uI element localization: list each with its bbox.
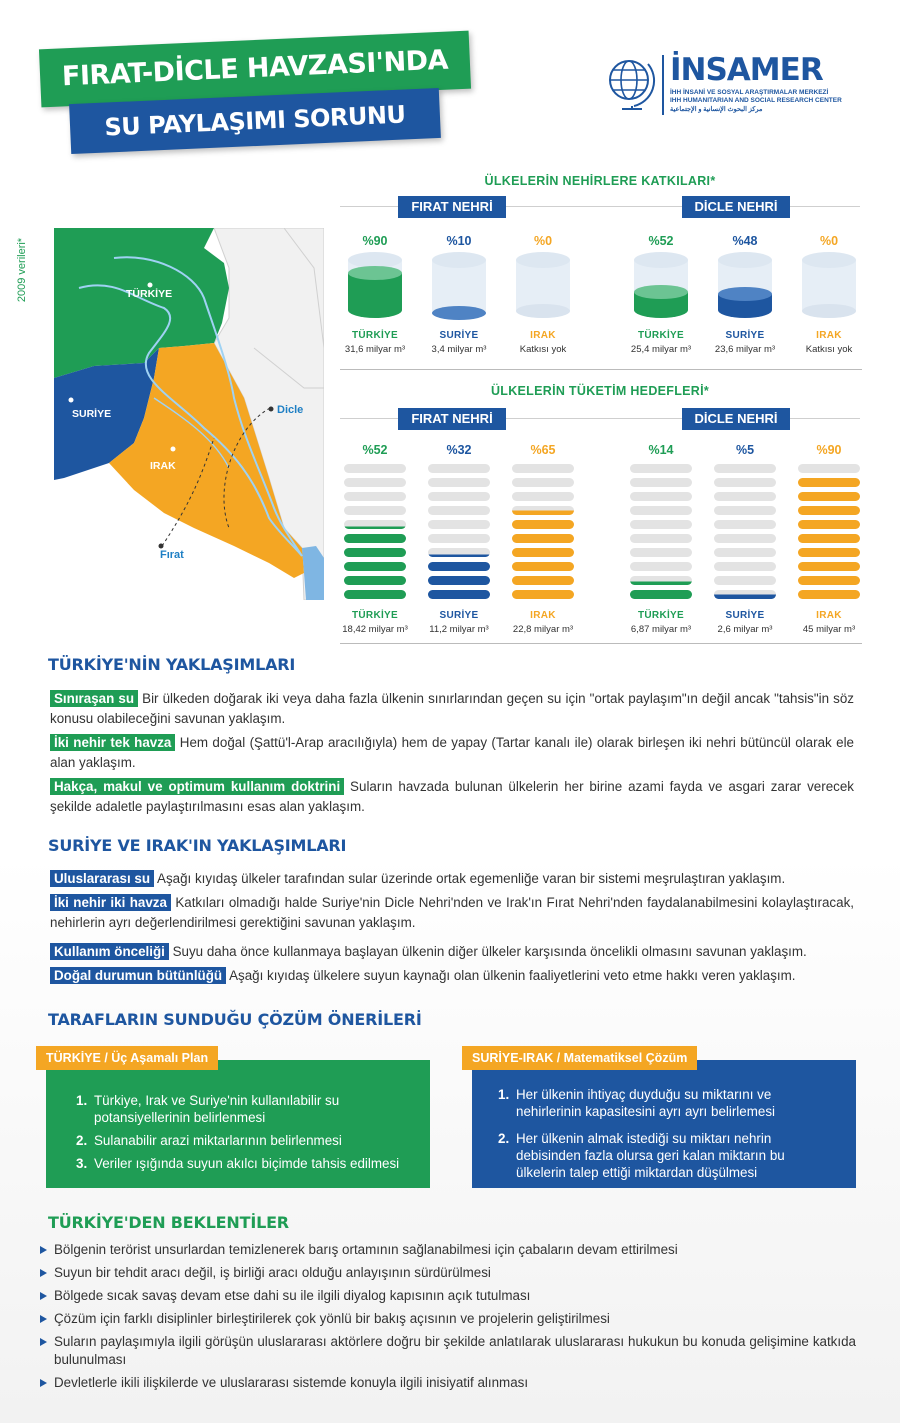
map-label-iraq: IRAK	[150, 460, 176, 472]
turkey-solution-label: TÜRKİYE / Üç Aşamalı Plan	[36, 1046, 218, 1070]
cylinder-fill-top	[802, 304, 856, 318]
title-line-1: FIRAT-DİCLE HAVZASI'NDA	[39, 31, 471, 108]
stack-bar	[512, 548, 574, 557]
country-label: TÜRKİYE	[352, 610, 398, 621]
syria-iraq-approach-1	[50, 869, 854, 889]
logo-subtitle-tr: İHH İNSANİ VE SOSYAL ARAŞTIRMALAR MERKEZİ	[670, 89, 829, 96]
term: Doğal durumun bütünlüğü	[50, 967, 226, 984]
stack-bar	[344, 506, 406, 515]
cylinder-fill-top	[432, 306, 486, 320]
stack-bar	[714, 576, 776, 585]
country-label: TÜRKİYE	[638, 610, 684, 621]
stack-bar	[428, 464, 490, 473]
stack-bar	[798, 562, 860, 571]
stack-bar	[512, 464, 574, 473]
stack-bar	[428, 590, 490, 599]
item-number: 3.	[76, 1156, 88, 1171]
stack-bar	[714, 478, 776, 487]
item-text: Suların paylaşımıyla ilgili görüşün uluslararası aktörlere doğru bir şekilde anlatılarak uluslararası hukukun bu konuda gelişimine katkıda bulunulması	[54, 1334, 856, 1367]
desc: Bir ülkeden doğarak iki veya daha fazla ülkenin sınırlarından geçen su için "ortak paylaşım"ın değil ancak "tahsis"in söz konusu olabileceğini savunan yaklaşım.	[50, 691, 854, 726]
country-label: IRAK	[816, 610, 842, 621]
stack-bar	[344, 534, 406, 543]
country-label: IRAK	[530, 610, 556, 621]
term: Sınıraşan su	[50, 690, 138, 707]
stack-bar	[428, 520, 490, 529]
item-text: Her ülkenin ihtiyaç duyduğu su miktarını ve nehirlerinin kapasitesini ayrı ayrı belirlemesi	[516, 1087, 775, 1119]
stack-bar	[512, 492, 574, 501]
list-item	[40, 1333, 856, 1369]
stack-bar	[714, 590, 776, 599]
item-number: 1.	[498, 1087, 510, 1102]
country-label: SURİYE	[725, 330, 765, 341]
arrow-right-icon	[40, 1338, 47, 1346]
stack-bar	[798, 520, 860, 529]
item-number: 2.	[76, 1133, 88, 1148]
contrib-tag-firat: FIRAT NEHRİ	[398, 196, 506, 218]
consum-tag-firat: FIRAT NEHRİ	[398, 408, 506, 430]
map-year-note: 2009 verileri*	[16, 237, 28, 303]
stack-bar	[630, 506, 692, 515]
list-item	[76, 1155, 404, 1172]
consumption-stack	[714, 464, 776, 604]
consumption-stack	[344, 464, 406, 604]
desc: Aşağı kıyıdaş ülkelere suyun kaynağı olan ülkenin faaliyetlerini veto etme hakkı veren yaklaşım.	[226, 968, 796, 983]
arrow-right-icon	[40, 1269, 47, 1277]
pct-label: %14	[648, 443, 674, 457]
country-label: SURİYE	[725, 610, 765, 621]
consumption-stack	[428, 464, 490, 604]
title-line-2: SU PAYLAŞIMI SORUNU	[69, 88, 441, 154]
logo-subtitle-en: IHH HUMANITARIAN AND SOCIAL RESEARCH CENTER	[670, 97, 842, 104]
stack-bar	[798, 464, 860, 473]
pct-label: %52	[648, 234, 674, 248]
consumption-heading: ÜLKELERİN TÜKETİM HEDEFLERİ*	[490, 384, 710, 398]
country-label: SURİYE	[439, 610, 479, 621]
desc: Suyu daha önce kullanmaya başlayan ülkenin diğer ülkeler karşısında öncelikli olmasını savunan yaklaşım.	[168, 944, 807, 959]
item-text: Devletlerle ikili ilişkilerde ve uluslararası sistemde konuyla ilgili inisiyatif alınması	[54, 1375, 529, 1390]
term: İki nehir iki havza	[50, 894, 171, 911]
arrow-right-icon	[40, 1315, 47, 1323]
list-item	[40, 1310, 856, 1328]
country-label: IRAK	[530, 330, 556, 341]
country-label: TÜRKİYE	[638, 330, 684, 341]
amount-label: 2,6 milyar m³	[717, 624, 773, 635]
stack-bar	[630, 492, 692, 501]
water-cylinder	[718, 252, 772, 318]
turkey-approach-2	[50, 733, 854, 773]
turkey-solution-list	[76, 1092, 404, 1172]
pct-label: %65	[530, 443, 556, 457]
syria-iraq-approach-heading: SURİYE VE IRAK'IN YAKLAŞIMLARI	[48, 836, 347, 855]
stack-bar	[512, 534, 574, 543]
stack-bar	[428, 478, 490, 487]
water-cylinder	[516, 252, 570, 318]
map-label-dicle: Dicle	[277, 404, 304, 416]
stack-bar	[798, 534, 860, 543]
map-label-syria: SURİYE	[72, 408, 112, 420]
water-cylinder	[348, 252, 402, 318]
stack-bar	[428, 548, 490, 557]
list-item	[40, 1264, 856, 1282]
syria-iraq-approach-4	[50, 966, 854, 986]
cylinder-top	[516, 252, 570, 268]
amount-label: 18,42 milyar m³	[342, 624, 408, 635]
consumption-stack	[798, 464, 860, 604]
map-year-note-wrap	[14, 228, 30, 318]
country-label: IRAK	[816, 330, 842, 341]
stack-bar	[630, 464, 692, 473]
stack-bar	[714, 548, 776, 557]
item-text: Her ülkenin almak istediği su miktarı nehrin debisinden fazla olursa geri kalan miktarın bu ülkelerin talep ettiği miktardan düşülmesi	[516, 1131, 785, 1180]
amount-label: 31,6 milyar m³	[344, 344, 406, 355]
stack-bar	[344, 548, 406, 557]
pct-label: %90	[816, 443, 842, 457]
stack-bar	[714, 562, 776, 571]
list-item	[76, 1132, 404, 1149]
stack-bar	[630, 478, 692, 487]
stack-bar	[428, 506, 490, 515]
stack-bar	[344, 590, 406, 599]
item-text: Bölgede sıcak savaş devam etse dahi su ile ilgili diyalog kapısının açık tutulması	[54, 1288, 531, 1303]
stack-bar	[630, 548, 692, 557]
map-label-firat: Fırat	[160, 549, 184, 561]
cylinder-top	[718, 252, 772, 268]
stack-bar	[428, 492, 490, 501]
water-cylinder	[634, 252, 688, 318]
stack-bar	[344, 576, 406, 585]
desc: Suların havzada bulunan ülkelerin her birine azami fayda ve asgari zarar verecek şekilde adaletle paylaştırılmasını esas alan yaklaşım.	[50, 779, 854, 814]
cylinder-top	[802, 252, 856, 268]
cylinder-fill-top	[516, 304, 570, 318]
cylinder-fill-top	[348, 266, 402, 280]
arrow-right-icon	[40, 1379, 47, 1387]
amount-label: Katkısı yok	[805, 344, 853, 355]
syria-iraq-solution-list	[498, 1086, 830, 1181]
stack-bar	[428, 562, 490, 571]
amount-label: 45 milyar m³	[802, 624, 856, 635]
stack-bar	[798, 492, 860, 501]
logo-divider	[662, 55, 664, 115]
syria-iraq-approach-3	[50, 942, 854, 962]
term: Uluslararası su	[50, 870, 154, 887]
stack-bar	[798, 576, 860, 585]
cylinder-fill-top	[634, 285, 688, 299]
item-number: 2.	[498, 1131, 510, 1146]
stack-bar	[630, 590, 692, 599]
stack-bar	[714, 534, 776, 543]
stack-bar	[714, 464, 776, 473]
item-text: Suyun bir tehdit aracı değil, iş birliği aracı olduğu anlayışının sürdürülmesi	[54, 1265, 491, 1280]
item-text: Veriler ışığında suyun akılcı biçimde tahsis edilmesi	[94, 1156, 400, 1171]
pct-label: %0	[819, 234, 839, 248]
water-cylinder	[432, 252, 486, 318]
amount-label: 25,4 milyar m³	[630, 344, 692, 355]
country-label: TÜRKİYE	[352, 330, 398, 341]
amount-label: 11,2 milyar m³	[429, 624, 489, 635]
stack-bar	[344, 562, 406, 571]
item-text: Sulanabilir arazi miktarlarının belirlenmesi	[94, 1133, 342, 1148]
stack-bar	[344, 520, 406, 529]
stack-bar	[714, 492, 776, 501]
stack-bar	[344, 464, 406, 473]
stack-bar	[512, 520, 574, 529]
list-item	[40, 1287, 856, 1305]
stack-bar	[630, 534, 692, 543]
stack-bar	[512, 562, 574, 571]
item-text: Bölgenin terörist unsurlardan temizlenerek barış ortamının sağlanabilmesi için çabaların devam ettirilmesi	[54, 1242, 678, 1257]
stack-bar	[630, 520, 692, 529]
list-item	[40, 1374, 856, 1392]
syria-iraq-solution-label: SURİYE-IRAK / Matematiksel Çözüm	[462, 1046, 697, 1070]
stack-bar	[512, 478, 574, 487]
pct-label: %5	[735, 443, 755, 457]
item-text: Türkiye, Irak ve Suriye'nin kullanılabilir su potansiyellerinin belirlenmesi	[94, 1093, 340, 1125]
amount-label: 6,87 milyar m³	[630, 624, 692, 635]
list-item	[40, 1241, 856, 1259]
expectations-list	[40, 1241, 856, 1397]
stack-bar	[714, 506, 776, 515]
turkey-approach-1	[50, 689, 854, 729]
contrib-tag-dicle: DİCLE NEHRİ	[682, 196, 790, 218]
consumption-stack	[512, 464, 574, 604]
stack-bar	[428, 576, 490, 585]
solutions-heading: TARAFLARIN SUNDUĞU ÇÖZÜM ÖNERİLERİ	[48, 1010, 422, 1029]
stack-bar	[512, 576, 574, 585]
term: Kullanım önceliği	[50, 943, 169, 960]
consum-tag-dicle: DİCLE NEHRİ	[682, 408, 790, 430]
desc: Katkıları olmadığı halde Suriye'nin Dicle Nehri'nden ve Irak'ın Fırat Nehri'nden faydalanabilmesini kolaylaştıracak, nehirlerin ayrı değerlendirilmesi gerektiğini savunan yaklaşım.	[50, 895, 854, 930]
globe-icon	[604, 56, 658, 110]
consumption-stack	[630, 464, 692, 604]
item-number: 1.	[76, 1093, 88, 1108]
stack-bar	[428, 534, 490, 543]
amount-label: 22,8 milyar m³	[512, 624, 574, 635]
pct-label: %10	[446, 234, 472, 248]
stack-bar	[798, 506, 860, 515]
desc: Hem doğal (Şattü'l-Arap aracılığıyla) hem de yapay (Tartar kanalı ile) olarak birleşen iki nehri bütüncül olarak ele alan yaklaşım.	[50, 735, 854, 770]
map-label-turkey: TÜRKİYE	[126, 288, 173, 300]
pct-label: %52	[362, 443, 388, 457]
stack-bar	[798, 590, 860, 599]
syria-iraq-approach-2	[50, 893, 854, 933]
logo-subtitle-ar: مركز البحوث الإنسانية و الإجتماعية	[670, 106, 763, 113]
turkey-approach-heading: TÜRKİYE'NİN YAKLAŞIMLARI	[48, 655, 296, 674]
pct-label: %48	[732, 234, 758, 248]
stack-bar	[798, 478, 860, 487]
stack-bar	[714, 520, 776, 529]
list-item	[498, 1086, 830, 1120]
water-cylinder	[802, 252, 856, 318]
term: Hakça, makul ve optimum kullanım doktrini	[50, 778, 344, 795]
contributions-heading: ÜLKELERİN NEHİRLERE KATKILARI*	[484, 174, 716, 188]
logo-name: İNSAMER	[670, 52, 823, 88]
list-item	[498, 1130, 830, 1181]
country-label: SURİYE	[439, 330, 479, 341]
stack-bar	[512, 590, 574, 599]
amount-label: 23,6 milyar m³	[714, 344, 776, 355]
amount-label: 3,4 milyar m³	[431, 344, 487, 355]
cylinder-fill-top	[718, 287, 772, 301]
stack-bar	[798, 548, 860, 557]
stack-bar	[344, 492, 406, 501]
arrow-right-icon	[40, 1292, 47, 1300]
divider	[340, 369, 862, 370]
desc: Aşağı kıyıdaş ülkeler tarafından sular üzerinde ortak egemenliğe varan bir sistemi meşrulaştıran yaklaşım.	[154, 871, 786, 886]
term: İki nehir tek havza	[50, 734, 175, 751]
expectations-heading: TÜRKİYE'DEN BEKLENTİLER	[48, 1213, 289, 1232]
pct-label: %90	[362, 234, 388, 248]
pct-label: %32	[446, 443, 472, 457]
cylinder-top	[634, 252, 688, 268]
list-item	[76, 1092, 404, 1126]
turkey-solution-box	[46, 1060, 430, 1188]
stack-bar	[630, 576, 692, 585]
cylinder-top	[432, 252, 486, 268]
stack-bar	[344, 478, 406, 487]
item-text: Çözüm için farklı disiplinler birleştirilerek çok yönlü bir bakış açısının ve projelerin geliştirilmesi	[54, 1311, 610, 1326]
stack-bar	[630, 562, 692, 571]
amount-label: Katkısı yok	[519, 344, 567, 355]
syria-iraq-solution-box	[472, 1060, 856, 1188]
pct-label: %0	[533, 234, 553, 248]
stack-bar	[512, 506, 574, 515]
divider	[340, 643, 862, 644]
turkey-approach-3	[50, 777, 854, 817]
arrow-right-icon	[40, 1246, 47, 1254]
